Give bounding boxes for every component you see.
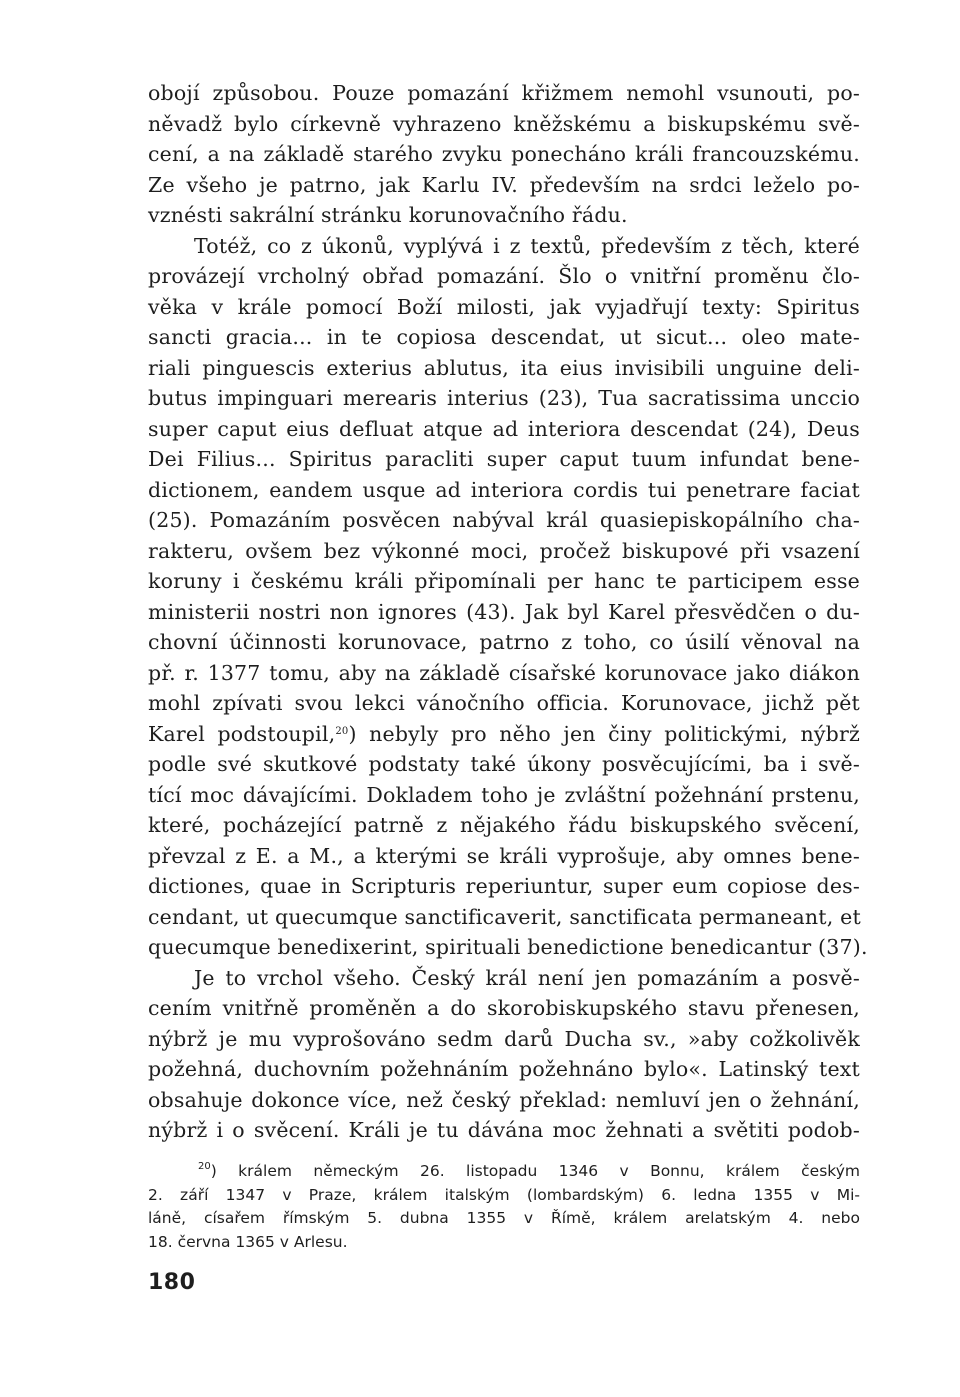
text-line: Totéž, co z úkonů, vyplývá i z textů, především z těch, které [194,233,860,258]
text-line: obojí způsobou. Pouze pomazání křižmem nemohl vsunouti, po- [148,81,860,105]
text-line: sancti gracia... in te copiosa descendat, ut sicut... oleo mate- [148,325,860,349]
text-line: nýbrž i o svěcení. Králi je tu dávána moc žehnati a světiti podob- [148,1118,860,1142]
text-line: které, pocházející patrně z nějakého řádu biskupského svěcení, [148,813,860,837]
text-line: super caput eius defluat atque ad interiora descendat (24), Deus [148,416,860,441]
text-line: koruny i českému králi připomínali per hanc te participem esse [148,569,860,593]
text-line: cendant, ut quecumque sanctificaverit, sanctificata permaneant, et [148,904,861,929]
footnote-reference: 20 [335,725,349,737]
footnote-marker: 20 [198,1161,211,1172]
text-line: cení, a na základě starého zvyku ponecháno králi francouzskému. [148,142,860,166]
text-line: riali pinguescis exterius ablutus, ita eius invisibili unguine deli- [148,355,860,380]
text-line: podle své skutkové podstaty také úkony posvěcujícími, ba i svě- [148,752,860,776]
line-start: Karel podstoupil, [148,721,336,746]
text-line: něvadž bylo církevně vyhrazeno kněžskému a biskupskému svě- [148,111,860,136]
text-line: Je to vrchol všeho. Český král není jen pomazáním a posvě- [194,965,860,990]
text-line: mohl zpívati svou lekci vánočního officia. Korunovace, jichž pět [148,691,860,715]
text-line: tící moc dávajícími. Dokladem toho je zvláštní požehnání prstenu, [148,782,860,807]
text-line: rakteru, ovšem bez výkonné moci, pročež biskupové při vsazení [148,538,860,563]
footnote-line [148,1160,860,1184]
text-line: dictionem, eandem usque ad interiora cordis tui penetrare faciat [148,477,860,502]
text-line: dictiones, quae in Scripturis reperiuntur, super eum copiose des- [148,874,860,898]
page-number: 180 [148,1270,196,1295]
line-end: ) nebyly pro něho jen činy politickými, nýbrž [348,721,860,746]
text-line: věka v krále pomocí Boží milosti, jak vyjadřují texty: Spiritus [148,294,860,319]
text-line: butus impinguari merearis interius (23), Tua sacratissima unccio [148,386,860,410]
footnote-line: 2. září 1347 v Praze, králem italským (lombardským) 6. ledna 1355 v Mi- [148,1185,860,1204]
text-line: obsahuje dokonce více, než český překlad: nemluví jen o žehnání, [148,1087,860,1112]
footnote-line: láně, císařem římským 5. dubna 1355 v Římě, králem arelatským 4. nebo [148,1209,860,1227]
text-line: Dei Filius... Spiritus paracliti super caput tuum infundat bene- [148,447,860,471]
text-line: převzal z E. a M., a kterými se králi vyprošuje, aby omnes bene- [148,843,860,868]
text-line: nýbrž je mu vyprošováno sedm darů Ducha sv., »aby cožkolivěk [148,1026,860,1051]
text-line: Ze všeho je patrno, jak Karlu IV. především na srdci leželo po- [148,172,860,197]
text-line: (25). Pomazáním posvěcen nabýval král quasiepiskopálního cha- [148,508,860,532]
text-line: quecumque benedixerint, spirituali benedictione benedicantur (37). [148,935,868,959]
text-line: požehná, duchovním požehnáním požehnáno bylo«. Latinský text [148,1057,860,1081]
footnote-text: ) králem německým 26. listopadu 1346 v Bonnu, králem českým [210,1162,860,1180]
text-line: př. r. 1377 tomu, aby na základě císařské korunovace jako diákon [148,660,860,685]
main-text [148,78,868,1146]
text-line: cením vnitřně proměněn a do skorobiskupského stavu přenesen, [148,996,860,1020]
text-line: chovní účinnosti korunovace, patrno z toho, co úsilí věnoval na [148,630,860,654]
text-line: ministerii nostri non ignores (43). Jak byl Karel přesvědčen o du- [148,599,860,624]
footnote-line: 18. června 1365 v Arlesu. [148,1232,348,1251]
footnote-block [148,1160,860,1254]
text-line: vznésti sakrální stránku korunovačního řádu. [148,203,628,227]
text-line: provázejí vrcholný obřad pomazání. Šlo o vnitřní proměnu člo- [148,264,860,288]
text-line-with-footnote-ref [148,719,860,750]
